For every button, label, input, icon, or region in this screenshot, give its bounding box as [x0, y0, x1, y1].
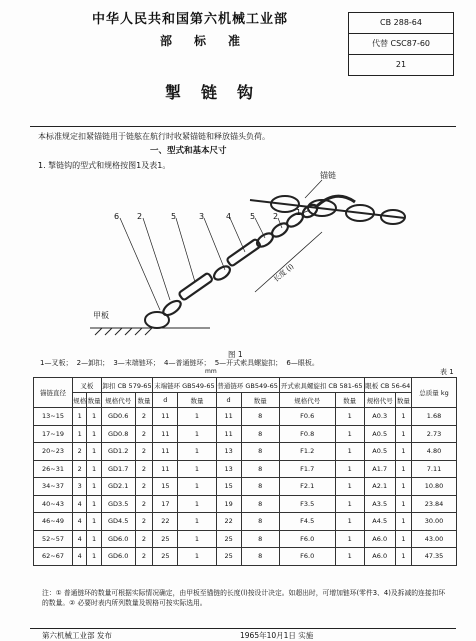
- table-cell: 1: [87, 513, 101, 531]
- table-cell: 11: [153, 460, 178, 478]
- table-cell: GD6.0: [101, 548, 135, 566]
- table-cell: GD2.1: [101, 478, 135, 496]
- table-cell: 4: [73, 548, 87, 566]
- table-number: 表 1: [440, 368, 454, 376]
- table-cell: 8: [241, 513, 279, 531]
- sub-d: d: [153, 393, 178, 408]
- table-cell: A6.0: [364, 530, 395, 548]
- table-cell: 43.00: [412, 530, 457, 548]
- figure-legend: 1—叉板； 2—卸扣； 3—末端链环； 4—普通链环； 5—开式索具螺旋扣； 6—眼板。: [40, 359, 319, 367]
- table-cell: 2.73: [412, 425, 457, 443]
- table-cell: 1: [335, 478, 364, 496]
- table-cell: 1: [335, 530, 364, 548]
- col-shackle: 卸扣 CB 579-65: [101, 378, 153, 393]
- table-cell: 8: [241, 460, 279, 478]
- figure-caption: 图 1: [228, 350, 243, 359]
- table-cell: 10.80: [412, 478, 457, 496]
- intro-paragraph: 本标准规定扣紧锚链用于链舷在航行时收紧锚链和释放锚头负荷。: [38, 132, 270, 141]
- table-cell: 2: [135, 425, 153, 443]
- table-cell: 1: [335, 408, 364, 426]
- sub-code: 规格代号: [279, 393, 335, 408]
- table-cell: 1: [178, 408, 216, 426]
- col-eye-plate: 眼板 CB 56-64: [364, 378, 411, 393]
- table-cell: A0.3: [364, 408, 395, 426]
- table-cell: 22: [216, 513, 241, 531]
- table-cell: 8: [241, 548, 279, 566]
- chain-links: [161, 202, 319, 318]
- sub-code: 规格代号: [101, 393, 135, 408]
- table-cell: 1: [178, 478, 216, 496]
- table-cell: 19: [216, 495, 241, 513]
- table-cell: 11: [153, 425, 178, 443]
- col-turnbuckle: 开式索具螺旋扣 CB 581-65: [279, 378, 364, 393]
- standard-type: 部标准: [160, 34, 263, 48]
- table-cell: 2: [135, 460, 153, 478]
- callout-5a: 5: [171, 212, 177, 221]
- table-cell: 1: [395, 513, 411, 531]
- effective-date: 1965年10月1日 实施: [240, 631, 314, 640]
- sub-d: d: [216, 393, 241, 408]
- table-cell: 2: [73, 460, 87, 478]
- table-cell: 1: [178, 443, 216, 461]
- sub-qty: 数量: [335, 393, 364, 408]
- table-cell: 8: [241, 443, 279, 461]
- table-cell: 1: [335, 513, 364, 531]
- table-cell: 1: [178, 495, 216, 513]
- table-row: [34, 495, 457, 513]
- table-cell: 13: [216, 443, 241, 461]
- table-cell: 15: [216, 478, 241, 496]
- table-cell: 26~31: [34, 460, 73, 478]
- table-cell: 25: [216, 548, 241, 566]
- col-end-link: 末端链环 GB549-65: [153, 378, 216, 393]
- table-cell: 1: [335, 425, 364, 443]
- table-row: [34, 548, 457, 566]
- table-cell: 23.84: [412, 495, 457, 513]
- table-cell: 17: [153, 495, 178, 513]
- table-row: [34, 460, 457, 478]
- deck-hatch: [90, 328, 210, 335]
- table-cell: F1.7: [279, 460, 335, 478]
- table-cell: 25: [153, 530, 178, 548]
- table-cell: 1: [87, 548, 101, 566]
- table-cell: 1: [395, 425, 411, 443]
- table-cell: 2: [135, 478, 153, 496]
- issuer: 第六机械工业部 发布: [42, 631, 112, 640]
- table-cell: GD6.0: [101, 530, 135, 548]
- table-cell: A2.1: [364, 478, 395, 496]
- clause-1: 1. 掣链钩的型式和规格按图1及表1。: [38, 161, 171, 170]
- col-fork-plate: 叉板: [73, 378, 102, 393]
- header-rule: [30, 126, 456, 127]
- table-cell: 1: [73, 425, 87, 443]
- table-row: [34, 478, 457, 496]
- table-cell: A4.5: [364, 513, 395, 531]
- org-name: 中华人民共和国第六机械工业部: [92, 12, 289, 27]
- table-cell: 3: [73, 478, 87, 496]
- table-cell: F3.5: [279, 495, 335, 513]
- table-cell: 8: [241, 408, 279, 426]
- footer-rule: [30, 628, 456, 629]
- standard-number-box: [348, 12, 454, 76]
- sub-qty: 数量: [241, 393, 279, 408]
- callout-1: 1: [296, 208, 302, 217]
- table-row: [34, 408, 457, 426]
- table-cell: 20~23: [34, 443, 73, 461]
- table-cell: 11: [153, 443, 178, 461]
- table-cell: 2: [135, 530, 153, 548]
- deck-label: 甲板: [93, 311, 109, 320]
- table-cell: 8: [241, 495, 279, 513]
- table-cell: F0.6: [279, 408, 335, 426]
- table-cell: GD0.6: [101, 408, 135, 426]
- table-cell: A0.5: [364, 425, 395, 443]
- table-cell: 1: [178, 425, 216, 443]
- table-row: [34, 530, 457, 548]
- replaces-number: 代替 CSC87-60: [349, 33, 453, 54]
- spec-table: [33, 377, 457, 566]
- sub-qty: 数量: [87, 393, 101, 408]
- table-cell: F4.5: [279, 513, 335, 531]
- table-cell: A6.0: [364, 548, 395, 566]
- callout-6: 6: [114, 212, 120, 221]
- table-cell: 25: [216, 530, 241, 548]
- table-cell: 1: [335, 443, 364, 461]
- table-cell: 2: [135, 408, 153, 426]
- table-cell: 1: [87, 425, 101, 443]
- table-cell: 8: [241, 478, 279, 496]
- callout-leaders: [120, 180, 322, 310]
- chain-stopper-drawing: [60, 170, 420, 350]
- table-cell: 1: [87, 495, 101, 513]
- table-cell: 30.00: [412, 513, 457, 531]
- col-common-link: 普通链环 GB549-65: [216, 378, 279, 393]
- table-cell: 46~49: [34, 513, 73, 531]
- table-cell: 1: [87, 408, 101, 426]
- table-cell: 1: [73, 408, 87, 426]
- table-cell: 1.68: [412, 408, 457, 426]
- table-cell: F1.2: [279, 443, 335, 461]
- table-cell: 52~57: [34, 530, 73, 548]
- table-cell: 2: [135, 495, 153, 513]
- category-code: 21: [349, 54, 453, 75]
- table-cell: 15: [153, 478, 178, 496]
- spec-table-body: [34, 408, 457, 566]
- table-cell: 7.11: [412, 460, 457, 478]
- callout-2a: 2: [137, 212, 143, 221]
- table-cell: 1: [335, 548, 364, 566]
- callout-3: 3: [199, 212, 205, 221]
- table-cell: 11: [216, 425, 241, 443]
- table-cell: 2: [73, 443, 87, 461]
- table-cell: A3.5: [364, 495, 395, 513]
- table-cell: A1.7: [364, 460, 395, 478]
- length-label: 长度 (l): [272, 262, 296, 284]
- table-cell: 1: [87, 443, 101, 461]
- table-cell: 62~67: [34, 548, 73, 566]
- callout-5b: 5: [250, 212, 256, 221]
- table-cell: 1: [178, 548, 216, 566]
- callout-2b: 2: [273, 212, 279, 221]
- table-cell: 1: [395, 495, 411, 513]
- table-cell: F2.1: [279, 478, 335, 496]
- table-cell: GD1.7: [101, 460, 135, 478]
- table-cell: 1: [395, 408, 411, 426]
- table-cell: 22: [153, 513, 178, 531]
- standard-number: CB 288-64: [380, 18, 422, 27]
- table-cell: GD0.8: [101, 425, 135, 443]
- sub-qty: 数量: [178, 393, 216, 408]
- table-row: [34, 443, 457, 461]
- table-cell: 1: [87, 460, 101, 478]
- anchor-chain-label: 锚链: [320, 171, 336, 180]
- table-cell: 4.80: [412, 443, 457, 461]
- table-cell: 4: [73, 513, 87, 531]
- table-cell: 1: [395, 548, 411, 566]
- table-cell: 8: [241, 425, 279, 443]
- table-cell: 13~15: [34, 408, 73, 426]
- table-cell: A0.5: [364, 443, 395, 461]
- table-cell: 1: [178, 513, 216, 531]
- table-cell: 1: [395, 530, 411, 548]
- table-cell: GD3.5: [101, 495, 135, 513]
- table-cell: GD4.5: [101, 513, 135, 531]
- table-cell: 1: [87, 478, 101, 496]
- table-cell: 1: [178, 530, 216, 548]
- table-cell: 8: [241, 530, 279, 548]
- table-cell: 1: [335, 460, 364, 478]
- table-row: [34, 425, 457, 443]
- table-cell: 25: [153, 548, 178, 566]
- table-cell: 2: [135, 548, 153, 566]
- table-cell: F0.8: [279, 425, 335, 443]
- sub-qty: 数量: [395, 393, 411, 408]
- table-cell: 1: [335, 495, 364, 513]
- unit-label: mm: [205, 368, 217, 375]
- callout-4: 4: [226, 212, 232, 221]
- table-cell: 40~43: [34, 495, 73, 513]
- table-cell: 1: [87, 530, 101, 548]
- table-cell: 17~19: [34, 425, 73, 443]
- document-title: 掣链钩: [165, 83, 274, 102]
- table-cell: 1: [395, 443, 411, 461]
- section-title: 一、型式和基本尺寸: [150, 146, 227, 156]
- table-cell: 11: [216, 408, 241, 426]
- table-cell: 2: [135, 443, 153, 461]
- table-cell: 4: [73, 495, 87, 513]
- table-cell: 1: [178, 460, 216, 478]
- table-cell: 13: [216, 460, 241, 478]
- table-notes: 注：① 普通链环的数量可根据实际情况确定，由甲板至锚链的长度(l)按设计决定。如超出时，可增加链环(零件3、4)及拆减的连接扣环的数量。② 必要时表内所列数量及规格可按实际选用。: [42, 589, 446, 607]
- table-cell: 47.35: [412, 548, 457, 566]
- table-cell: 34~37: [34, 478, 73, 496]
- table-cell: GD1.2: [101, 443, 135, 461]
- sub-qty: 数量: [135, 393, 153, 408]
- sub-code: 规格代号: [364, 393, 395, 408]
- table-cell: 1: [395, 460, 411, 478]
- sub-spec: 规格: [73, 393, 87, 408]
- table-cell: F6.0: [279, 530, 335, 548]
- table-row: [34, 513, 457, 531]
- col-chain-diameter: 锚链直径: [34, 378, 73, 408]
- table-cell: 2: [135, 513, 153, 531]
- col-total-mass: 总质量 kg: [412, 378, 457, 408]
- table-cell: F6.0: [279, 548, 335, 566]
- table-cell: 4: [73, 530, 87, 548]
- table-cell: 1: [395, 478, 411, 496]
- table-cell: 11: [153, 408, 178, 426]
